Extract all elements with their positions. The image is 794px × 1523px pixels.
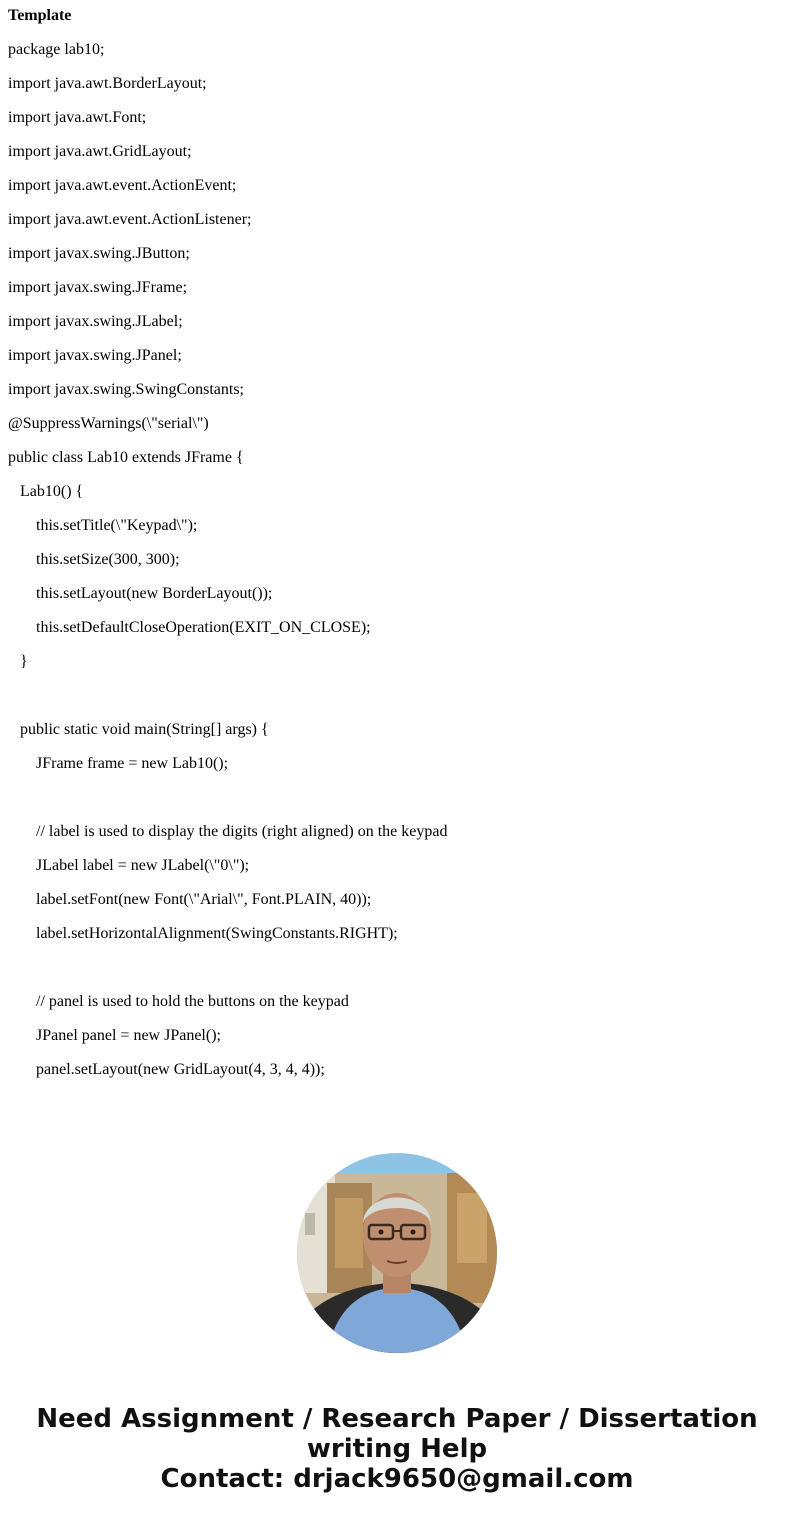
- blank-line: [8, 685, 788, 707]
- contact-line-2: writing Help: [306, 1434, 488, 1464]
- contact-line-1: Need Assignment / Research Paper / Dissertation: [36, 1404, 758, 1434]
- code-line: import javax.swing.JLabel;: [8, 313, 183, 330]
- document-body: [8, 5, 788, 1093]
- code-line: import java.awt.event.ActionEvent;: [8, 177, 237, 194]
- document-heading: Template: [8, 7, 72, 24]
- code-line: }: [8, 653, 28, 670]
- code-line: // label is used to display the digits (right aligned) on the keypad: [8, 823, 448, 840]
- code-line: this.setTitle(\"Keypad\");: [8, 517, 198, 534]
- code-line: JPanel panel = new JPanel();: [8, 1027, 221, 1044]
- code-line: panel.setLayout(new GridLayout(4, 3, 4, 4));: [8, 1061, 325, 1078]
- code-line: JLabel label = new JLabel(\"0\");: [8, 857, 250, 874]
- code-line: public static void main(String[] args) {: [8, 721, 269, 738]
- author-avatar: [297, 1153, 497, 1353]
- code-listing: [8, 39, 788, 1081]
- code-line: label.setFont(new Font(\"Arial\", Font.PLAIN, 40));: [8, 891, 372, 908]
- code-line: package lab10;: [8, 41, 105, 58]
- code-line: this.setLayout(new BorderLayout());: [8, 585, 273, 602]
- code-line: import java.awt.event.ActionListener;: [8, 211, 252, 228]
- code-line: import javax.swing.JButton;: [8, 245, 190, 262]
- code-line: // panel is used to hold the buttons on the keypad: [8, 993, 349, 1010]
- code-line: Lab10() {: [8, 483, 84, 500]
- contact-line-3: Contact: drjack9650@gmail.com: [160, 1464, 634, 1494]
- code-line: this.setDefaultCloseOperation(EXIT_ON_CLOSE);: [8, 619, 371, 636]
- code-line: import javax.swing.SwingConstants;: [8, 381, 244, 398]
- code-line: label.setHorizontalAlignment(SwingConstants.RIGHT);: [8, 925, 398, 942]
- code-line: JFrame frame = new Lab10();: [8, 755, 229, 772]
- contact-banner: [0, 1404, 794, 1494]
- code-line: public class Lab10 extends JFrame {: [8, 449, 244, 466]
- blank-line: [8, 787, 788, 809]
- code-line: import javax.swing.JPanel;: [8, 347, 182, 364]
- code-line: import java.awt.Font;: [8, 109, 147, 126]
- code-line: import javax.swing.JFrame;: [8, 279, 188, 296]
- code-line: this.setSize(300, 300);: [8, 551, 180, 568]
- code-line: import java.awt.BorderLayout;: [8, 75, 207, 92]
- blank-line: [8, 957, 788, 979]
- code-line: @SuppressWarnings(\"serial\"): [8, 415, 209, 432]
- code-line: import java.awt.GridLayout;: [8, 143, 192, 160]
